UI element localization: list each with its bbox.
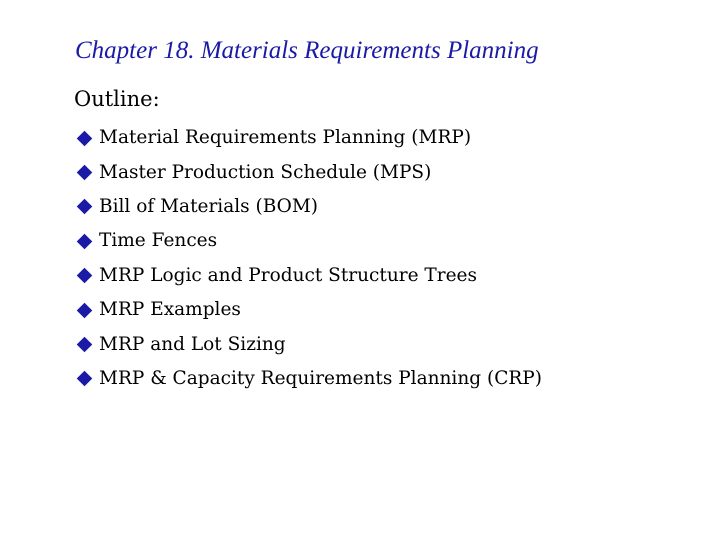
outline-item-label: MRP Logic and Product Structure Trees	[99, 264, 477, 286]
outline-item	[76, 327, 542, 361]
outline-item-label: Master Production Schedule (MPS)	[99, 161, 432, 183]
outline-item-label: Material Requirements Planning (MRP)	[99, 127, 472, 149]
outline-item-label: MRP and Lot Sizing	[99, 333, 286, 355]
diamond-bullet-icon	[77, 302, 93, 318]
diamond-bullet-icon	[77, 337, 93, 353]
outline-item	[76, 293, 542, 327]
outline-item	[76, 224, 542, 258]
diamond-bullet-icon	[77, 371, 93, 387]
outline-item	[76, 190, 542, 224]
diamond-bullet-icon	[77, 199, 93, 215]
outline-heading: Outline:	[74, 87, 160, 111]
outline-item-label: Bill of Materials (BOM)	[99, 195, 319, 217]
outline-item	[76, 362, 542, 396]
diamond-bullet-icon	[77, 130, 93, 146]
outline-item	[76, 155, 542, 189]
outline-item	[76, 121, 542, 155]
outline-item-label: MRP & Capacity Requirements Planning (CRP)	[99, 367, 542, 389]
diamond-bullet-icon	[77, 268, 93, 284]
slide-title: Chapter 18. Materials Requirements Planning	[75, 37, 539, 64]
outline-item-label: Time Fences	[99, 230, 218, 252]
outline-list	[76, 121, 542, 396]
outline-item-label: MRP Examples	[99, 299, 241, 321]
diamond-bullet-icon	[77, 165, 93, 181]
diamond-bullet-icon	[77, 234, 93, 250]
outline-item	[76, 259, 542, 293]
